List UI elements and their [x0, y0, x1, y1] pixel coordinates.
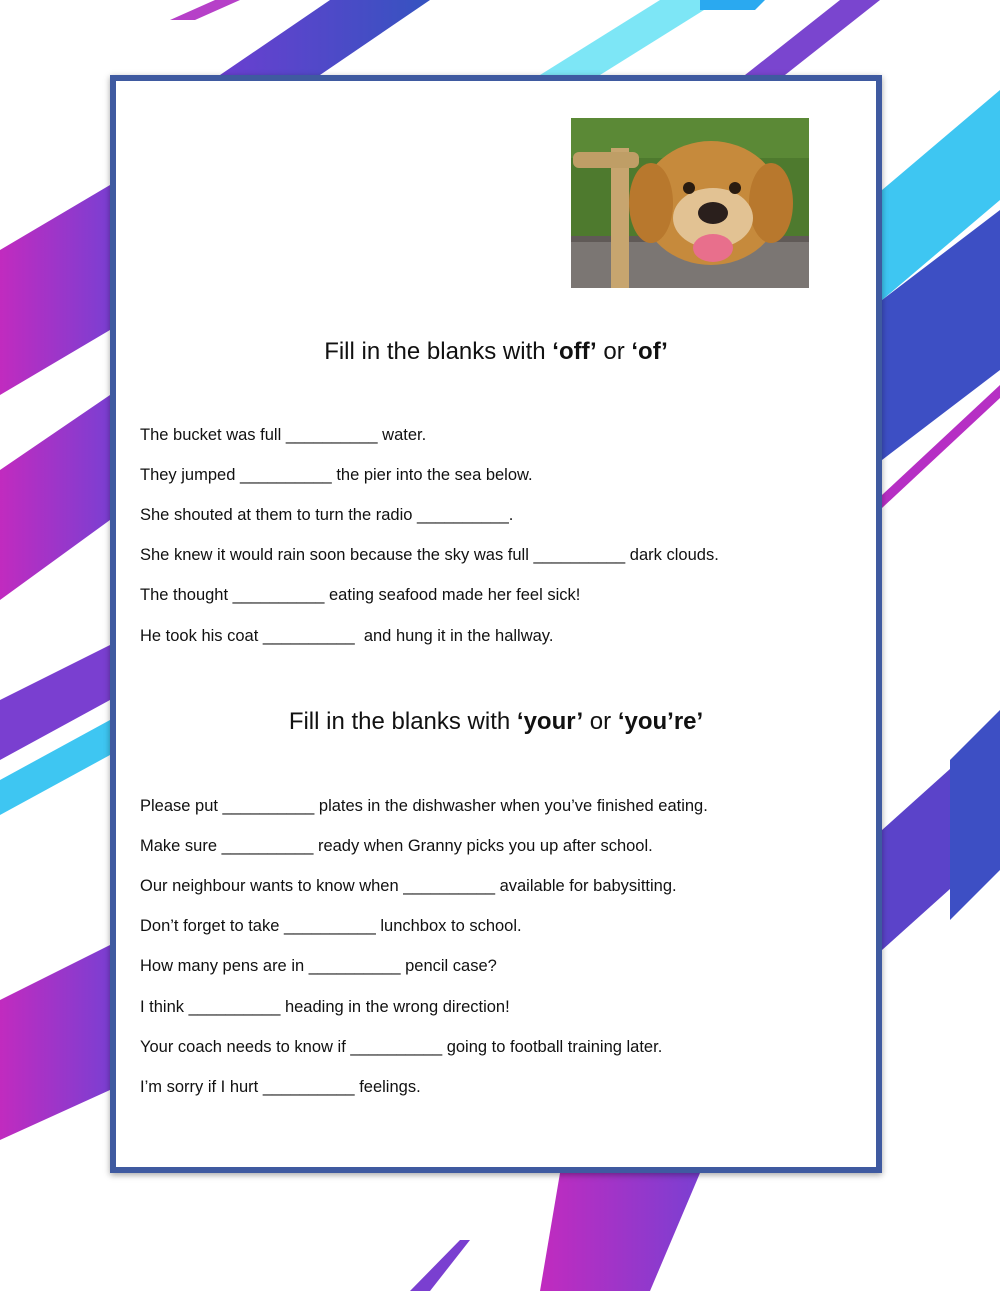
section2-sentence-6: I think __________ heading in the wrong direction!: [140, 998, 510, 1016]
section1-heading-word1: ‘off’: [552, 338, 597, 365]
dog-photo: [571, 118, 809, 288]
section1-heading-mid: or: [596, 338, 632, 365]
section1-heading-word2: ‘of’: [631, 338, 668, 365]
section1-sentence-1: The bucket was full __________ water.: [140, 426, 427, 444]
section2-sentence-7: Your coach needs to know if __________ going to football training later.: [140, 1038, 663, 1056]
section2-sentence-3: Our neighbour wants to know when __________ available for babysitting.: [140, 877, 677, 895]
section2-heading-pre: Fill in the blanks with: [288, 708, 517, 735]
section2-sentence-1: Please put __________ plates in the dishwasher when you’ve finished eating.: [140, 797, 708, 815]
section2-heading-word2: ‘you’re’: [617, 708, 704, 735]
section1-sentence-3: She shouted at them to turn the radio __________.: [140, 506, 514, 524]
section2-sentence-4: Don’t forget to take __________ lunchbox to school.: [140, 917, 522, 935]
section2-heading-mid: or: [583, 708, 618, 735]
section1-heading-pre: Fill in the blanks with: [324, 338, 553, 365]
section2-heading-word1: ‘your’: [516, 708, 584, 735]
section1-sentence-2: They jumped __________ the pier into the sea below.: [140, 466, 533, 484]
section2-sentence-8: I’m sorry if I hurt __________ feelings.: [140, 1078, 421, 1096]
section2-sentence-2: Make sure __________ ready when Granny picks you up after school.: [140, 837, 653, 855]
section1-sentence-5: The thought __________ eating seafood made her feel sick!: [140, 586, 581, 604]
worksheet-page: [110, 75, 882, 1173]
section1-sentence-4: She knew it would rain soon because the sky was full __________ dark clouds.: [140, 546, 719, 564]
section2-heading: [116, 708, 876, 736]
section1-sentence-6: He took his coat __________ and hung it in the hallway.: [140, 627, 554, 645]
section1-heading: [116, 338, 876, 366]
section2-sentence-5: How many pens are in __________ pencil case?: [140, 957, 497, 975]
